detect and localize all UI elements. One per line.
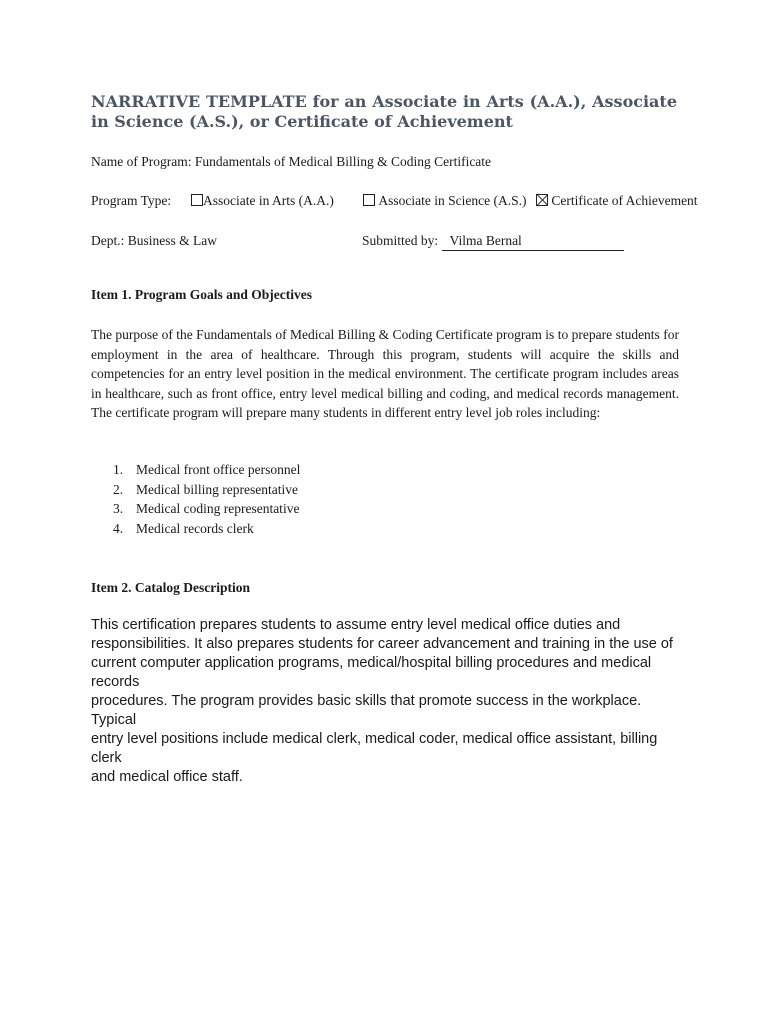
dept-line: Dept.: Business & Law xyxy=(91,233,217,248)
associate-arts-checkbox[interactable] xyxy=(191,194,203,206)
item1-paragraph: The purpose of the Fundamentals of Medical Billing & Coding Certificate program is to prepare students for employment in the area of healthcare. Through this program, students will acquire the skills and competencies for an entry level position in the medical environment. The certificate program includes areas in healthcare, such as front office, entry level medical billing and coding, and medical records management. The certificate program will prepare many students in different entry level job roles including: xyxy=(91,327,679,420)
item2-heading: Item 2. Catalog Description xyxy=(91,580,250,595)
associate-science-label: Associate in Science (A.S.) xyxy=(378,193,527,208)
submitted-by-line xyxy=(362,232,624,251)
catalog-line: This certification prepares students to assume entry level medical office duties and xyxy=(91,617,621,633)
document-title: NARRATIVE TEMPLATE for an Associate in Arts (A.A.), Associate in Science (A.S.), or Certificate of Achievement xyxy=(91,92,677,131)
certificate-achievement-label: Certificate of Achievement xyxy=(551,193,698,208)
submitted-by-label: Submitted by: xyxy=(362,233,439,248)
program-type-label: Program Type: xyxy=(91,193,172,208)
option-associate-arts[interactable] xyxy=(191,192,334,210)
certificate-achievement-checkbox[interactable] xyxy=(536,194,548,206)
catalog-line: and medical office staff. xyxy=(91,769,243,785)
catalog-description xyxy=(91,616,681,787)
option-certificate-achievement[interactable] xyxy=(536,192,698,210)
associate-science-checkbox[interactable] xyxy=(363,194,375,206)
list-item: 1. Medical front office personnel xyxy=(113,462,301,477)
item1-heading: Item 1. Program Goals and Objectives xyxy=(91,287,312,302)
list-item: 2. Medical billing representative xyxy=(113,481,298,497)
list-item: 4. Medical records clerk xyxy=(113,520,254,536)
list-item: 3. Medical coding representative xyxy=(113,501,300,516)
option-associate-science[interactable] xyxy=(363,192,526,210)
catalog-line: entry level positions include medical clerk, medical coder, medical office assistant, billing clerk xyxy=(91,731,658,766)
program-name-line: Name of Program: Fundamentals of Medical Billing & Coding Certificate xyxy=(91,154,492,169)
associate-arts-label: Associate in Arts (A.A.) xyxy=(203,193,334,208)
catalog-line: procedures. The program provides basic skills that promote success in the workplace. Typical xyxy=(91,693,642,728)
submitted-by-value[interactable]: Vilma Bernal xyxy=(442,232,624,251)
catalog-line: current computer application programs, medical/hospital billing procedures and medical records xyxy=(91,655,652,690)
job-roles-list xyxy=(91,460,300,538)
catalog-line: responsibilities. It also prepares students for career advancement and training in the use of xyxy=(91,636,673,652)
